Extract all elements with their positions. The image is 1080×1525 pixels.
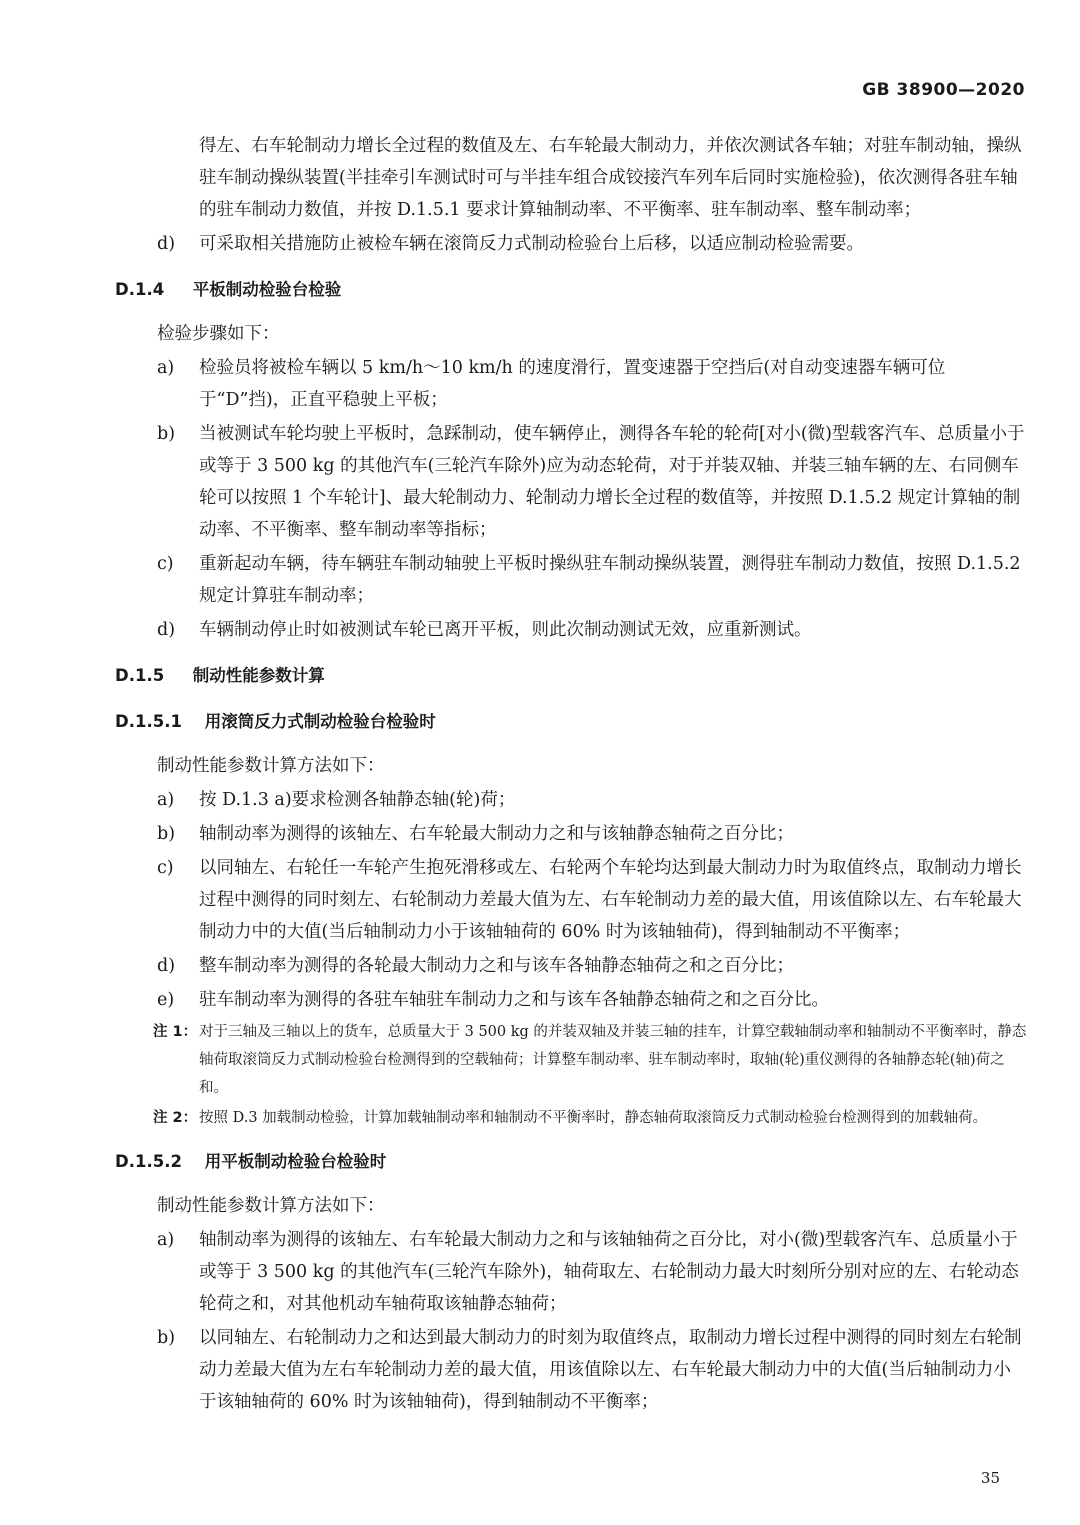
list-text: 驻车制动率为测得的各驻车轴驻车制动力之和与该车各轴静态轴荷之和之百分比。	[199, 990, 829, 1010]
list-text: 轴制动率为测得的该轴左、右车轮最大制动力之和与该轴静态轴荷之百分比；	[199, 824, 794, 844]
list-text: 当被测试车轮均驶上平板时，急踩制动，使车辆停止，测得各车轮的轮荷[对小(微)型载客汽车、总质量小于或等于 3 500 kg 的其他汽车(三轮汽车除外)应为动态轮荷，对于并装双轴、并装三轴车辆的左、右同侧车轮可以按照 1 个车轮计]、最大轮制动力、轮制动力增长全过程的数值等，并按照 D.1.5.2 规定计算轴的制动率、不平衡率、整车制动率等指标；	[199, 424, 1025, 540]
list-item	[115, 1322, 1027, 1418]
list-text: 按 D.1.3 a)要求检测各轴静态轴(轮)荷；	[199, 790, 516, 810]
note-marker: 注 1：	[153, 1024, 198, 1040]
list-item	[115, 852, 1027, 948]
list-text: 轴制动率为测得的该轴左、右车轮最大制动力之和与该轴轴荷之百分比，对小(微)型载客汽车、总质量小于或等于 3 500 kg 的其他汽车(三轮汽车除外)，轴荷取左、右轮制动力最大时刻所分别对应的左、右轮动态轮荷之和，对其他机动车轴荷取该轴静态轴荷；	[199, 1230, 1019, 1314]
list-marker: d)	[157, 956, 176, 976]
list-marker: b)	[157, 824, 176, 844]
section-heading-d152	[115, 1146, 1027, 1178]
section-heading-d15	[115, 660, 1027, 692]
list-item	[115, 418, 1027, 546]
list-item	[115, 1224, 1027, 1320]
list-item	[115, 818, 1027, 850]
note-text: 按照 D.3 加载制动检验，计算加载轴制动率和轴制动不平衡率时，静态轴荷取滚筒反力式制动检验台检测得到的加载轴荷。	[199, 1110, 988, 1126]
list-text: 重新起动车辆，待车辆驻车制动轴驶上平板时操纵驻车制动操纵装置，测得驻车制动力数值，按照 D.1.5.2 规定计算驻车制动率；	[199, 554, 1021, 606]
section-number: D.1.5.2	[115, 1152, 182, 1171]
list-marker: b)	[157, 1328, 176, 1348]
document-body	[115, 130, 1027, 1418]
list-text: 整车制动率为测得的各轮最大制动力之和与该车各轴静态轴荷之和之百分比；	[199, 956, 794, 976]
note-text: 对于三轴及三轴以上的货车，总质量大于 3 500 kg 的并装双轴及并装三轴的挂车，计算空载轴制动率和轴制动不平衡率时，静态轴荷取滚筒反力式制动检验台检测得到的空载轴荷；计算整车制动率、驻车制动率时，取轴(轮)重仪测得的各轴静态轮(轴)荷之和。	[199, 1024, 1027, 1096]
list-marker: e)	[157, 990, 175, 1010]
list-item	[115, 614, 1027, 646]
section-intro: 制动性能参数计算方法如下：	[157, 1196, 385, 1216]
note-marker: 注 2：	[153, 1110, 198, 1126]
list-text: 车辆制动停止时如被测试车轮已离开平板，则此次制动测试无效，应重新测试。	[199, 620, 812, 640]
list-item	[115, 548, 1027, 612]
section-heading-d14	[115, 274, 1027, 306]
list-marker: d)	[157, 620, 176, 640]
list-item	[115, 784, 1027, 816]
section-title: 用平板制动检验台检验时	[204, 1152, 387, 1171]
list-marker: a)	[157, 358, 175, 378]
list-item	[115, 950, 1027, 982]
note-2	[115, 1104, 1027, 1132]
list-text: 可采取相关措施防止被检车辆在滚筒反力式制动检验台上后移，以适应制动检验需要。	[199, 234, 864, 254]
section-title: 平板制动检验台检验	[192, 280, 342, 299]
list-marker: a)	[157, 1230, 175, 1250]
list-text: 以同轴左、右轮制动力之和达到最大制动力的时刻为取值终点，取制动力增长过程中测得的同时刻左右轮制动力差最大值为左右车轮制动力差的最大值，用该值除以左、右车轮最大制动力中的大值(当后轴制动力小于该轴轴荷的 60% 时为该轴轴荷)，得到轴制动不平衡率；	[199, 1328, 1022, 1412]
list-item	[115, 352, 1027, 416]
list-marker: d)	[157, 234, 176, 254]
list-text: 以同轴左、右轮任一车轮产生抱死滑移或左、右轮两个车轮均达到最大制动力时为取值终点，取制动力增长过程中测得的同时刻左、右轮制动力差最大值为左、右车轮制动力差的最大值，用该值除以左、右车轮最大制动力中的大值(当后轴制动力小于该轴轴荷的 60% 时为该轴轴荷)，得到轴制动不平衡率；	[199, 858, 1022, 942]
section-intro: 检验步骤如下：	[157, 324, 280, 344]
continued-text: 得左、右车轮制动力增长全过程的数值及左、右车轮最大制动力，并依次测试各车轴；对驻车制动轴，操纵驻车制动操纵装置(半挂牵引车测试时可与半挂车组合成铰接汽车列车后同时实施检验)，依次测得各驻车轴的驻车制动力数值，并按 D.1.5.1 要求计算轴制动率、不平衡率、驻车制动率、整车制动率；	[199, 136, 1022, 220]
list-marker: c)	[157, 554, 174, 574]
list-marker: a)	[157, 790, 175, 810]
list-marker: b)	[157, 424, 176, 444]
standard-code: GB 38900—2020	[862, 80, 1025, 100]
list-item	[115, 984, 1027, 1016]
list-text: 检验员将被检车辆以 5 km/h～10 km/h 的速度滑行，置变速器于空挡后(对自动变速器车辆可位于“D”挡)，正直平稳驶上平板；	[199, 358, 946, 410]
page-number: 35	[980, 1469, 1000, 1487]
section-number: D.1.5.1	[115, 712, 182, 731]
section-title: 制动性能参数计算	[192, 666, 325, 685]
section-number: D.1.5	[115, 666, 165, 685]
section-heading-d151	[115, 706, 1027, 738]
continued-item-text	[115, 130, 1027, 226]
section-number: D.1.4	[115, 280, 165, 299]
list-marker: c)	[157, 858, 174, 878]
section-intro: 制动性能参数计算方法如下：	[157, 756, 385, 776]
section-title: 用滚筒反力式制动检验台检验时	[204, 712, 436, 731]
note-1	[115, 1018, 1027, 1102]
list-item	[115, 228, 1027, 260]
